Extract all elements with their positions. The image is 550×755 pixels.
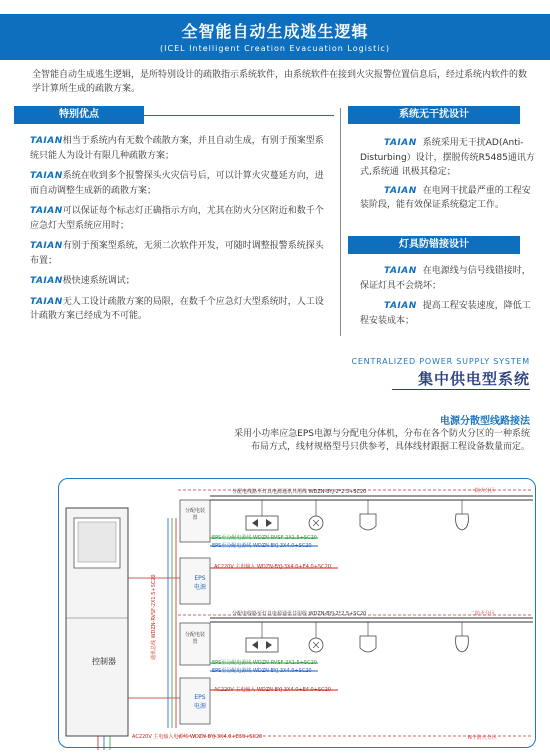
- list-item: TAIAN无人工设计疏散方案的局限，在数千个应急灯大型系统时，人工设计疏散方案已经成为不可能。: [30, 296, 324, 321]
- brand-logo: TAIAN: [384, 138, 417, 148]
- ceiling-lamp-2: [360, 636, 376, 652]
- distribution-box-label-2: 分配电装置: [185, 632, 206, 645]
- anti-wiring-section: [348, 236, 538, 328]
- wire-label-eps-dist-1a: EPS至分配电源线 WDZN-RVSF-2X1.5+SC20: [212, 535, 317, 541]
- wire-label-eps-dist-1b: EPS至分配电源线 WDZN-BYJ-3X4.0+SC20: [212, 543, 312, 549]
- brand-logo: TAIAN: [30, 136, 63, 146]
- eps-label-1: EPS 电源: [193, 575, 206, 591]
- zone-label-1: 一防火分区: [470, 488, 496, 494]
- brand-logo: TAIAN: [384, 266, 417, 276]
- cps-title-rule: [392, 389, 530, 390]
- wire-label-eps-dist-2b: EPS至分配电源线 WDZN-BYJ-3X4.0+SC20: [212, 668, 312, 674]
- eps-label-2: EPS 电源: [193, 694, 206, 710]
- wire-label-ac-main-1: AC220V 主电输入 WDZN-BYJ-3X4.0+E4.0+SC20: [214, 564, 331, 570]
- brand-logo: TAIAN: [30, 276, 63, 286]
- wire-label-ac-main-2: AC220V 主电输入 WDZN-BYJ-3X4.0+E4.0+SC20: [214, 687, 331, 693]
- exit-sign-2: [246, 638, 278, 652]
- wiring-method-title: 电源分散型线路接法: [440, 416, 530, 427]
- no-interference-heading: 系统无干扰设计: [348, 106, 520, 124]
- anti-wiring-list: [348, 264, 538, 328]
- downlight-2: [456, 636, 469, 652]
- ceiling-lamp-1: [360, 514, 376, 530]
- page-title: 全智能自动生成逃生逻辑: [181, 22, 369, 41]
- features-list: [14, 134, 334, 324]
- distribution-box-label-1: 分配电装置: [185, 508, 206, 521]
- features-heading-rule: [144, 115, 334, 116]
- zone-label-3: N个防火分区: [468, 735, 497, 741]
- features-section: [14, 106, 334, 330]
- wire-label-ac-input: AC220V 主电输入电源线 WDZN-BYJ-3X4.0+E30+SC20: [132, 734, 263, 740]
- cps-chinese-title: 集中供电型系统: [417, 370, 530, 388]
- downlight-1: [456, 514, 469, 530]
- wire-label-top-1: 分配电线路至灯具电源通讯共用线 WDZN-BYJ-2*2.5+SC20: [232, 489, 367, 495]
- list-item: TAIAN 在电网干扰最严重的工程安装阶段，能有效保证系统稳定工作。: [360, 185, 531, 210]
- brand-logo: TAIAN: [30, 171, 63, 181]
- brand-logo: TAIAN: [384, 301, 417, 311]
- anti-wiring-heading: 灯具防错接设计: [348, 236, 520, 254]
- list-item: TAIAN有别于预案型系统，无须二次软件开发，可随时调整报警系统探头布置；: [30, 241, 324, 266]
- column-divider: [340, 108, 341, 336]
- brand-logo: TAIAN: [30, 206, 63, 216]
- list-item: TAIAN 在电源线与信号线错接时，保证灯具不会烧坏；: [360, 266, 531, 291]
- page-subtitle: (ICEL Intelligent Creation Evacuation Logistic): [160, 44, 390, 53]
- list-item: TAIAN 提高工程安装速度，降低工程安装成本；: [360, 301, 531, 326]
- no-interference-list: [348, 136, 538, 213]
- list-item: TAIAN极快速系统调试；: [30, 276, 135, 286]
- title-banner: [0, 14, 550, 60]
- wire-label-top-2: 分配电线路至灯具电源通讯共用线 WDZN-BYJ-2*2.5+SC20: [232, 611, 367, 617]
- wire-label-eps-dist-2a: EPS至分配电源线 WDZN-RVSF-2X1.5+SC20: [212, 660, 317, 666]
- cps-english-title: CENTRALIZED POWER SUPPLY SYSTEM: [351, 357, 530, 366]
- zone-label-2: 二防火分区: [470, 611, 496, 617]
- brand-logo: TAIAN: [30, 241, 63, 251]
- exit-sign-1: [246, 516, 278, 530]
- list-item: TAIAN 系统采用无干扰AD(Anti-Disturbing）设计，摆脱传统R5485通讯方式,系统通 讯极其稳定；: [360, 138, 535, 177]
- no-interference-section: [348, 106, 538, 213]
- brand-logo: TAIAN: [384, 185, 417, 196]
- features-heading: 特别优点: [14, 106, 144, 124]
- wiring-method-description: 采用小功率应急EPS电源与分配电分体机，分布在各个防火分区的一种系统布局方式，线材规格型号只供参考，具体线材跟据工程设备数量而定。: [234, 429, 530, 452]
- brand-logo: TAIAN: [30, 296, 63, 307]
- intro-paragraph: 全智能自动生成逃生逻辑，是所特别设计的疏散指示系统软件，由系统软件在接到火灾报警位置信息后，经过系统内软件的数学计算所生成的疏散方案。: [32, 70, 528, 94]
- wire-label-vertical: 通讯总线 WDZN-RVSF-2X1.5+SC20: [151, 574, 157, 660]
- list-item: TAIAN可以保证每个标志灯正确指示方向，尤其在防火分区附近和数千个应急灯大型系统应用时；: [30, 206, 324, 231]
- controller-label: 控制器: [92, 657, 116, 666]
- list-item: TAIAN相当于系统内有无数个疏散方案，并且自动生成，有别于预案型系统只能人为设计有限几种疏散方案；: [30, 136, 324, 161]
- list-item: TAIAN系统在收到多个报警探头火灾信号后，可以计算火灾蔓延方向，进而自动调整生成新的疏散方案；: [30, 171, 324, 196]
